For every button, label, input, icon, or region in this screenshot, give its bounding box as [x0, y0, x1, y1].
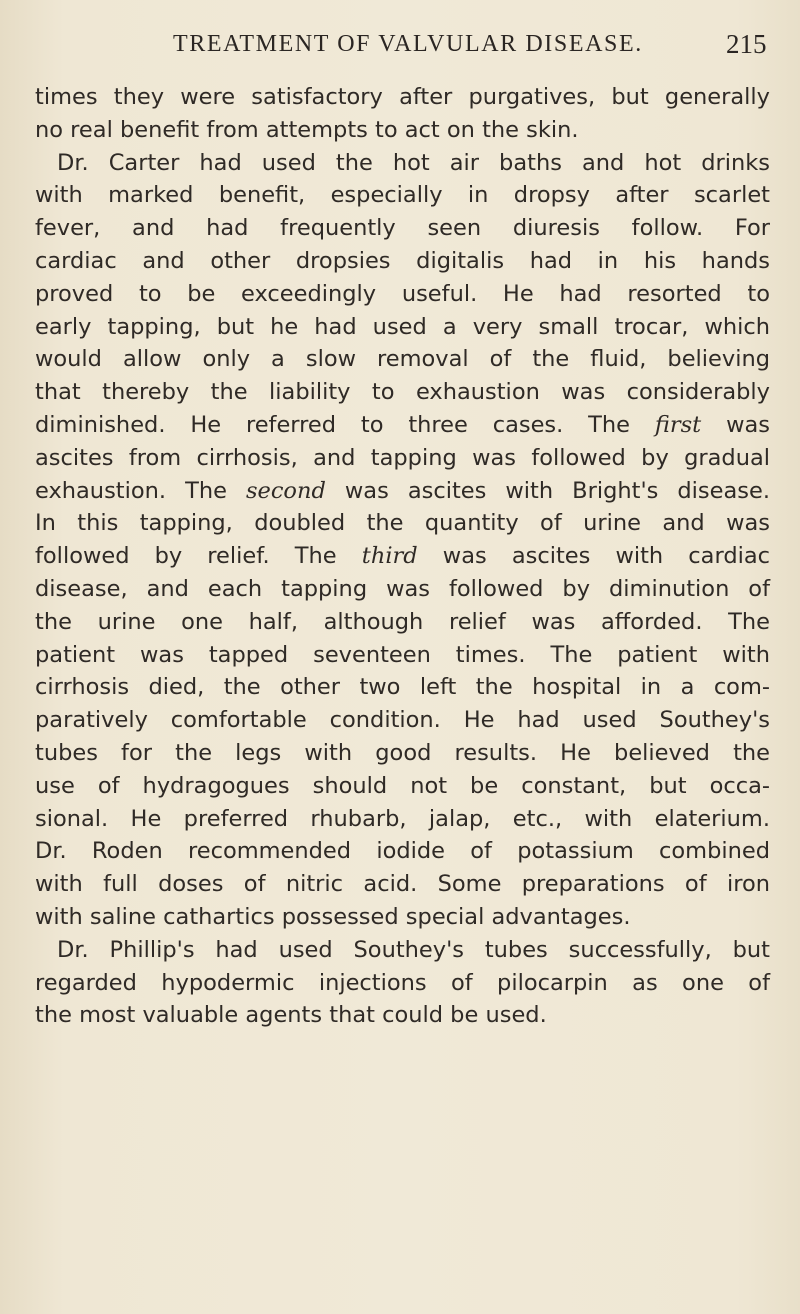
- text-line: [35, 475, 770, 508]
- page-header: [0, 26, 800, 62]
- text-segment: was ascites with Bright's disease.: [344, 477, 770, 504]
- body-text: [35, 81, 770, 1032]
- text-line: In this tapping, doubled the quantity of urine and was: [35, 510, 770, 537]
- text-line: cardiac and other dropsies digitalis had in his hands: [35, 247, 770, 274]
- text-line: tubes for the legs with good results. He believed the: [35, 739, 770, 766]
- italic-ordinal: first: [654, 411, 702, 438]
- text-line: cirrhosis died, the other two left the hospital in a com-: [35, 674, 770, 701]
- text-line: no real benefit from attempts to act on the skin.: [35, 116, 579, 143]
- italic-ordinal: second: [245, 477, 326, 504]
- text-segment: was: [726, 411, 770, 438]
- text-line: regarded hypodermic injections of pilocarpin as one of: [35, 969, 770, 996]
- text-line: [35, 540, 770, 573]
- text-line: that thereby the liability to exhaustion was considerably: [35, 379, 770, 406]
- text-line: Dr. Roden recommended iodide of potassium combined: [35, 838, 770, 865]
- text-line: with saline cathartics possessed special advantages.: [35, 903, 631, 930]
- text-line: paratively comfortable condition. He had used Southey's: [35, 707, 770, 734]
- text-segment: was ascites with cardiac: [442, 543, 771, 570]
- page-number: 215: [726, 29, 767, 59]
- text-line: Dr. Phillip's had used Southey's tubes successfully, but: [57, 936, 770, 963]
- text-line: the urine one half, although relief was afforded. The: [35, 608, 770, 635]
- italic-ordinal: third: [361, 543, 418, 570]
- text-line: proved to be exceedingly useful. He had resorted to: [35, 280, 770, 307]
- text-line: disease, and each tapping was followed by diminution of: [35, 575, 770, 602]
- text-segment: diminished. He referred to three cases. The: [35, 411, 630, 438]
- text-line: times they were satisfactory after purgatives, but generally: [35, 84, 770, 110]
- text-line: early tapping, but he had used a very small trocar, which: [35, 313, 770, 340]
- text-line: the most valuable agents that could be used.: [35, 1002, 547, 1029]
- text-line: [35, 409, 770, 442]
- running-title: TREATMENT OF VALVULAR DISEASE.: [173, 31, 643, 57]
- text-line: Dr. Carter had used the hot air baths and hot drinks: [57, 149, 770, 176]
- text-line: patient was tapped seventeen times. The patient with: [35, 641, 770, 668]
- text-line: with full doses of nitric acid. Some preparations of iron: [35, 871, 770, 898]
- text-segment: followed by relief. The: [35, 543, 337, 570]
- text-line: would allow only a slow removal of the fluid, believing: [35, 346, 770, 373]
- text-line: fever, and had frequently seen diuresis follow. For: [35, 215, 770, 242]
- text-line: ascites from cirrhosis, and tapping was followed by gradual: [35, 444, 770, 471]
- text-line: with marked benefit, especially in dropsy after scarlet: [35, 182, 770, 209]
- text-segment: exhaustion. The: [35, 477, 227, 504]
- text-line: use of hydragogues should not be constant, but occa-: [35, 772, 770, 799]
- text-line: sional. He preferred rhubarb, jalap, etc., with elaterium.: [35, 805, 770, 832]
